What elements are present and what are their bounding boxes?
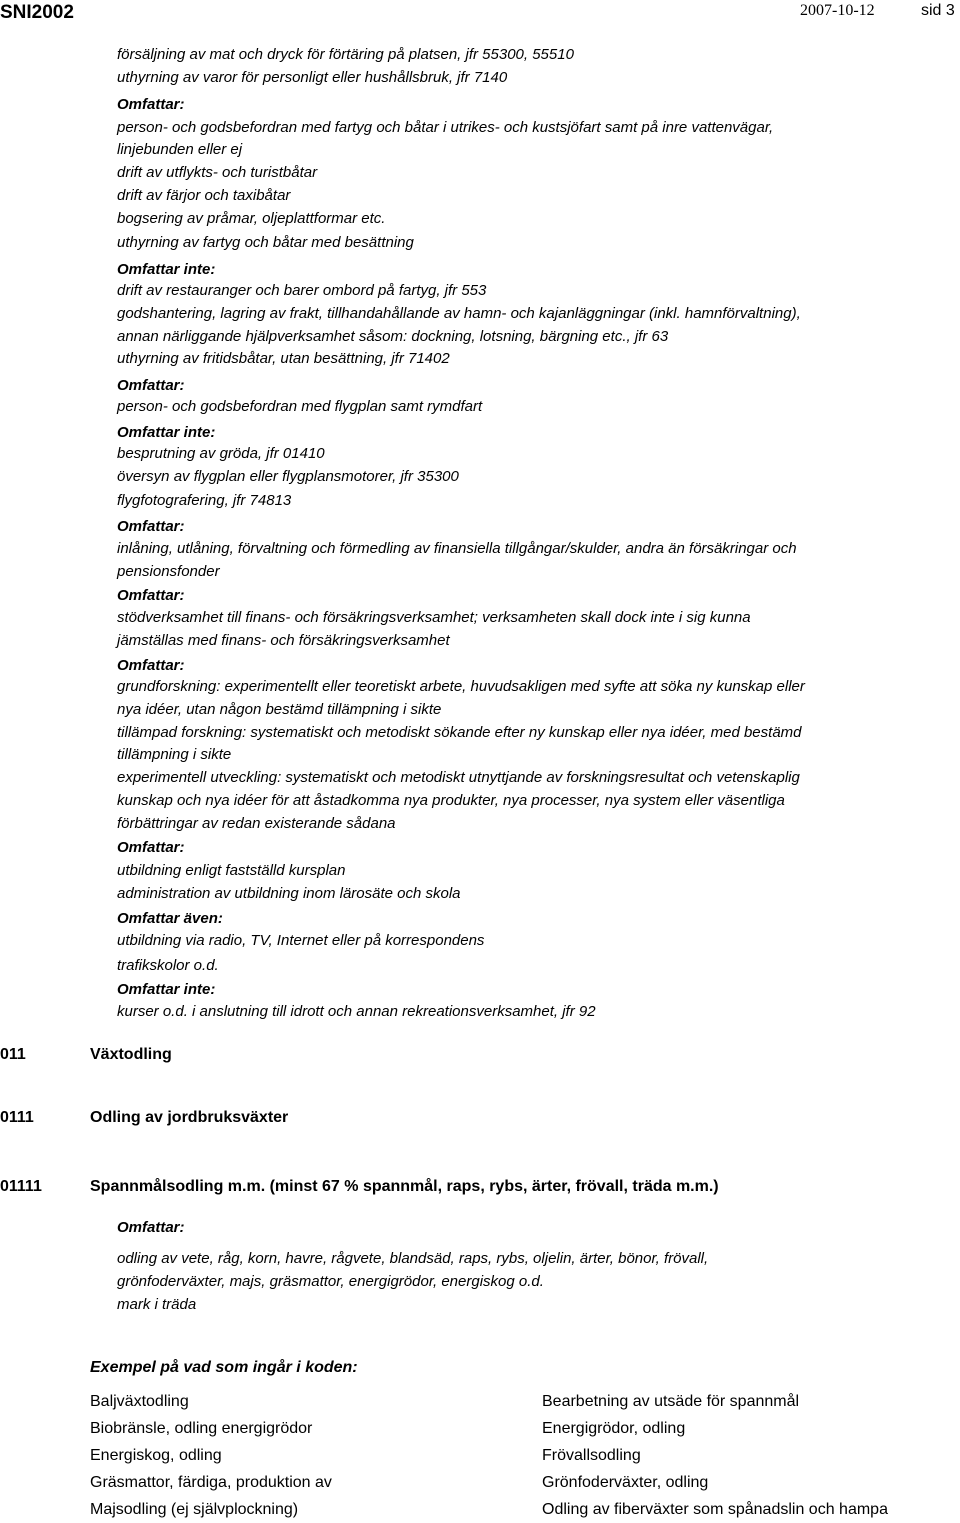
example-item: Energiskog, odling	[90, 1447, 222, 1464]
example-item: Odling av fiberväxter som spånadslin och hampa	[542, 1501, 888, 1518]
note-line: pensionsfonder	[117, 563, 220, 580]
omfattar-label: Omfattar:	[117, 377, 185, 394]
note-line: inlåning, utlåning, förvaltning och förmedling av finansiella tillgångar/skulder, andra än försäkringar och	[117, 540, 797, 557]
code-title: Spannmålsodling m.m. (minst 67 % spannmål, raps, rybs, ärter, frövall, träda m.m.)	[90, 1178, 719, 1195]
note-line: annan närliggande hjälpverksamhet såsom: dockning, lotsning, bärgning etc., jfr 63	[117, 328, 669, 345]
omfattar-label: Omfattar:	[117, 587, 185, 604]
note-line: utbildning enligt fastställd kursplan	[117, 862, 346, 879]
page-number: sid 3	[921, 2, 955, 19]
note-line: besprutning av gröda, jfr 01410	[117, 445, 325, 462]
example-item: Grönfoderväxter, odling	[542, 1474, 709, 1491]
note-line: drift av utflykts- och turistbåtar	[117, 164, 318, 181]
note-line: drift av färjor och taxibåtar	[117, 187, 291, 204]
note-line: person- och godsbefordran med fartyg och båtar i utrikes- och kustsjöfart samt på inre vattenvägar,	[117, 119, 774, 136]
note-line: översyn av flygplan eller flygplansmotorer, jfr 35300	[117, 468, 459, 485]
omfattar-label: Omfattar:	[117, 518, 185, 535]
code-title: Växtodling	[90, 1046, 172, 1063]
document-id: SNI2002	[0, 2, 74, 23]
example-item: Energigrödor, odling	[542, 1420, 686, 1437]
omfattar-label: Omfattar även:	[117, 910, 223, 927]
omfattar-label: Omfattar:	[117, 96, 185, 113]
note-line: tillämpad forskning: systematiskt och metodiskt sökande efter ny kunskap eller nya idéer, med bestämd	[117, 724, 802, 741]
note-line: drift av restauranger och barer ombord på fartyg, jfr 553	[117, 282, 487, 299]
code-number: 01111	[0, 1178, 42, 1195]
note-line: försäljning av mat och dryck för förtäring på platsen, jfr 55300, 55510	[117, 46, 574, 63]
note-line: bogsering av pråmar, oljeplattformar etc.	[117, 210, 386, 227]
example-item: Gräsmattor, färdiga, produktion av	[90, 1474, 332, 1491]
note-line: linjebunden eller ej	[117, 141, 243, 158]
note-line: experimentell utveckling: systematiskt och metodiskt utnyttjande av forskningsresultat och vetenskaplig	[117, 769, 800, 786]
note-line: uthyrning av varor för personligt eller hushållsbruk, jfr 7140	[117, 69, 508, 86]
note-line: uthyrning av fartyg och båtar med besättning	[117, 234, 414, 251]
note-line: uthyrning av fritidsbåtar, utan besättning, jfr 71402	[117, 350, 450, 367]
omfattar-label: Omfattar:	[117, 839, 185, 856]
document-date: 2007-10-12	[800, 2, 875, 19]
note-line: trafikskolor o.d.	[117, 957, 219, 974]
note-line: stödverksamhet till finans- och försäkringsverksamhet; verksamheten skall dock inte i sig kunna	[117, 609, 751, 626]
omfattar-label: Omfattar:	[117, 657, 185, 674]
omfattar-label: Omfattar:	[117, 1219, 185, 1236]
omfattar-label: Omfattar inte:	[117, 424, 216, 441]
note-line: odling av vete, råg, korn, havre, rågvete, blandsäd, raps, rybs, oljelin, ärter, bönor, frövall,	[117, 1250, 709, 1267]
note-line: godshantering, lagring av frakt, tillhandahållande av hamn- och kajanläggningar (inkl. hamnförvaltning),	[117, 305, 801, 322]
note-line: kunskap och nya idéer för att åstadkomma nya produkter, nya processer, nya system eller väsentliga	[117, 792, 785, 809]
example-item: Frövallsodling	[542, 1447, 641, 1464]
note-line: person- och godsbefordran med flygplan samt rymdfart	[117, 398, 483, 415]
code-number: 0111	[0, 1109, 34, 1126]
note-line: kurser o.d. i anslutning till idrott och annan rekreationsverksamhet, jfr 92	[117, 1003, 596, 1020]
omfattar-label: Omfattar inte:	[117, 981, 216, 998]
note-line: grundforskning: experimentellt eller teoretiskt arbete, huvudsakligen med syfte att söka ny kunskap eller	[117, 678, 805, 695]
note-line: förbättringar av redan existerande sådana	[117, 815, 396, 832]
note-line: nya idéer, utan någon bestämd tillämpning i sikte	[117, 701, 442, 718]
note-line: flygfotografering, jfr 74813	[117, 492, 292, 509]
example-item: Biobränsle, odling energigrödor	[90, 1420, 313, 1437]
note-line: grönfoderväxter, majs, gräsmattor, energigrödor, energiskog o.d.	[117, 1273, 544, 1290]
example-item: Baljväxtodling	[90, 1393, 189, 1410]
note-line: utbildning via radio, TV, Internet eller på korrespondens	[117, 932, 485, 949]
code-title: Odling av jordbruksväxter	[90, 1109, 289, 1126]
example-item: Majsodling (ej självplockning)	[90, 1501, 299, 1518]
note-line: jämställas med finans- och försäkringsverksamhet	[117, 632, 450, 649]
note-line: mark i träda	[117, 1296, 197, 1313]
code-number: 011	[0, 1046, 26, 1063]
example-item: Bearbetning av utsäde för spannmål	[542, 1393, 800, 1410]
note-line: tillämpning i sikte	[117, 746, 232, 763]
note-line: administration av utbildning inom lärosäte och skola	[117, 885, 461, 902]
examples-heading: Exempel på vad som ingår i koden:	[90, 1359, 358, 1376]
omfattar-label: Omfattar inte:	[117, 261, 216, 278]
